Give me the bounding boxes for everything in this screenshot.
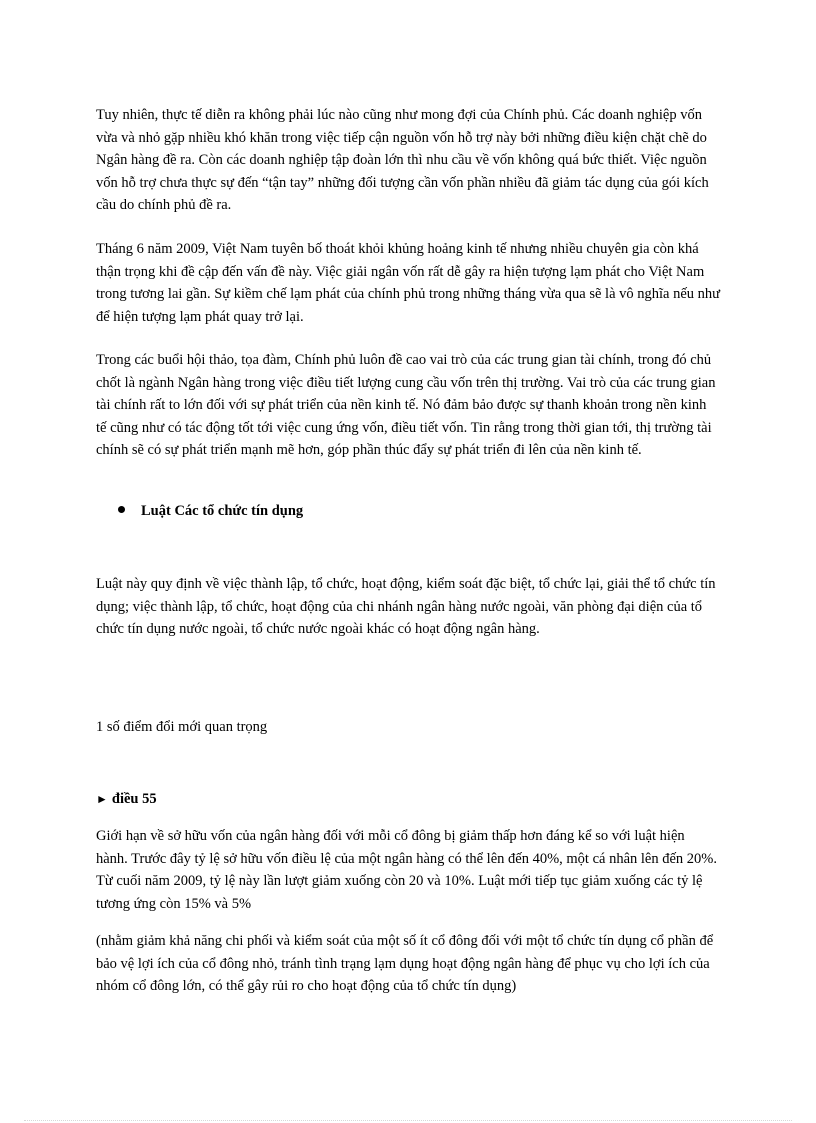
right-triangle-icon: ► [96,792,108,806]
bullet-dot-icon [118,506,125,513]
paragraph-law-scope: Luật này quy định về việc thành lập, tổ chức, hoạt động, kiểm soát đặc biệt, tổ chức lại, giải thể tổ chức tín dụng; việc thành lập, tổ chức, hoạt động của chi nhánh ngân hàng nước ngoài, văn phòng đại diện của tổ chức tín dụng nước ngoài, tổ chức nước ngoài khác có hoạt động ngân hàng. [96,576,716,638]
heading-article-55-text: điều 55 [111,791,157,807]
paragraph-financial-intermediaries: Trong các buổi hội thảo, tọa đàm, Chính phủ luôn đề cao vai trò của các trung gian tài chính, trong đó chủ chốt là ngành Ngân hàng trong việc điều tiết lượng cung cầu vốn trên thị trường. Vai trò của các trung gian tài chính rất to lớn đối với sự phát triển của nền kinh tế. Nó đảm bảo được sự thanh khoản trong nền kinh tế cũng như có tác động tốt tới việc cung ứng vốn, điều tiết vốn. Tin rằng trong thời gian tới, thị trường tài chính sẽ có sự phát triển mạnh mẽ hơn, góp phần thúc đẩy sự phát triển đi lên của nền kinh tế. [96,352,716,459]
bullet-heading-text: Luật Các tổ chức tín dụng [141,503,304,519]
heading-article-55 [96,788,157,810]
paragraph-ownership-limits: Giới hạn về sở hữu vốn của ngân hàng đối với mỗi cổ đông bị giảm thấp hơn đáng kể so với luật hiện hành. Trước đây tỷ lệ sở hữu vốn điều lệ của một ngân hàng có thể lên đến 40%, một cá nhân lên đến 20%. Từ cuối năm 2009, tỷ lệ này lần lượt giảm xuống còn 20 và 10%. Luật mới tiếp tục giảm xuống các tỷ lệ tương ứng còn 15% và 5% [96,828,717,912]
paragraph-june-2009: Tháng 6 năm 2009, Việt Nam tuyên bố thoát khỏi khủng hoảng kinh tế nhưng nhiều chuyên gia còn khá thận trọng khi đề cập đến vấn đề này. Việc giải ngân vốn rất dễ gây ra hiện tượng lạm phát cho Việt Nam trong tương lai gần. Sự kiềm chế lạm phát của chính phủ trong những tháng vừa qua sẽ là vô nghĩa nếu như để hiện tượng lạm phát quay trở lại. [96,241,721,325]
paragraph-intro: Tuy nhiên, thực tế diễn ra không phải lúc nào cũng như mong đợi của Chính phủ. Các doanh nghiệp vốn vừa và nhỏ gặp nhiều khó khăn trong việc tiếp cận nguồn vốn hỗ trợ này bởi những điều kiện chặt chẽ do Ngân hàng đề ra. Còn các doanh nghiệp tập đoàn lớn thì nhu cầu về vốn không quá bức thiết. Việc nguồn vốn hỗ trợ chưa thực sự đến “tận tay” những đối tượng cần vốn phần nhiều đã giảm tác dụng của gói kích cầu do chính phủ đề ra. [96,107,709,214]
page-bottom-divider [24,1120,792,1121]
paragraph-purpose-note: (nhằm giảm khả năng chi phối và kiểm soát của một số ít cổ đông đối với một tổ chức tín dụng cổ phần để bảo vệ lợi ích của cổ đông nhỏ, tránh tình trạng lạm dụng hoạt động ngân hàng để phục vụ cho lợi ích của nhóm cổ đông lớn, có thể gây rủi ro cho hoạt động của tổ chức tín dụng) [96,933,714,995]
bullet-heading-credit-law [118,500,303,522]
paragraph-key-changes: 1 số điểm đổi mới quan trọng [96,719,268,735]
